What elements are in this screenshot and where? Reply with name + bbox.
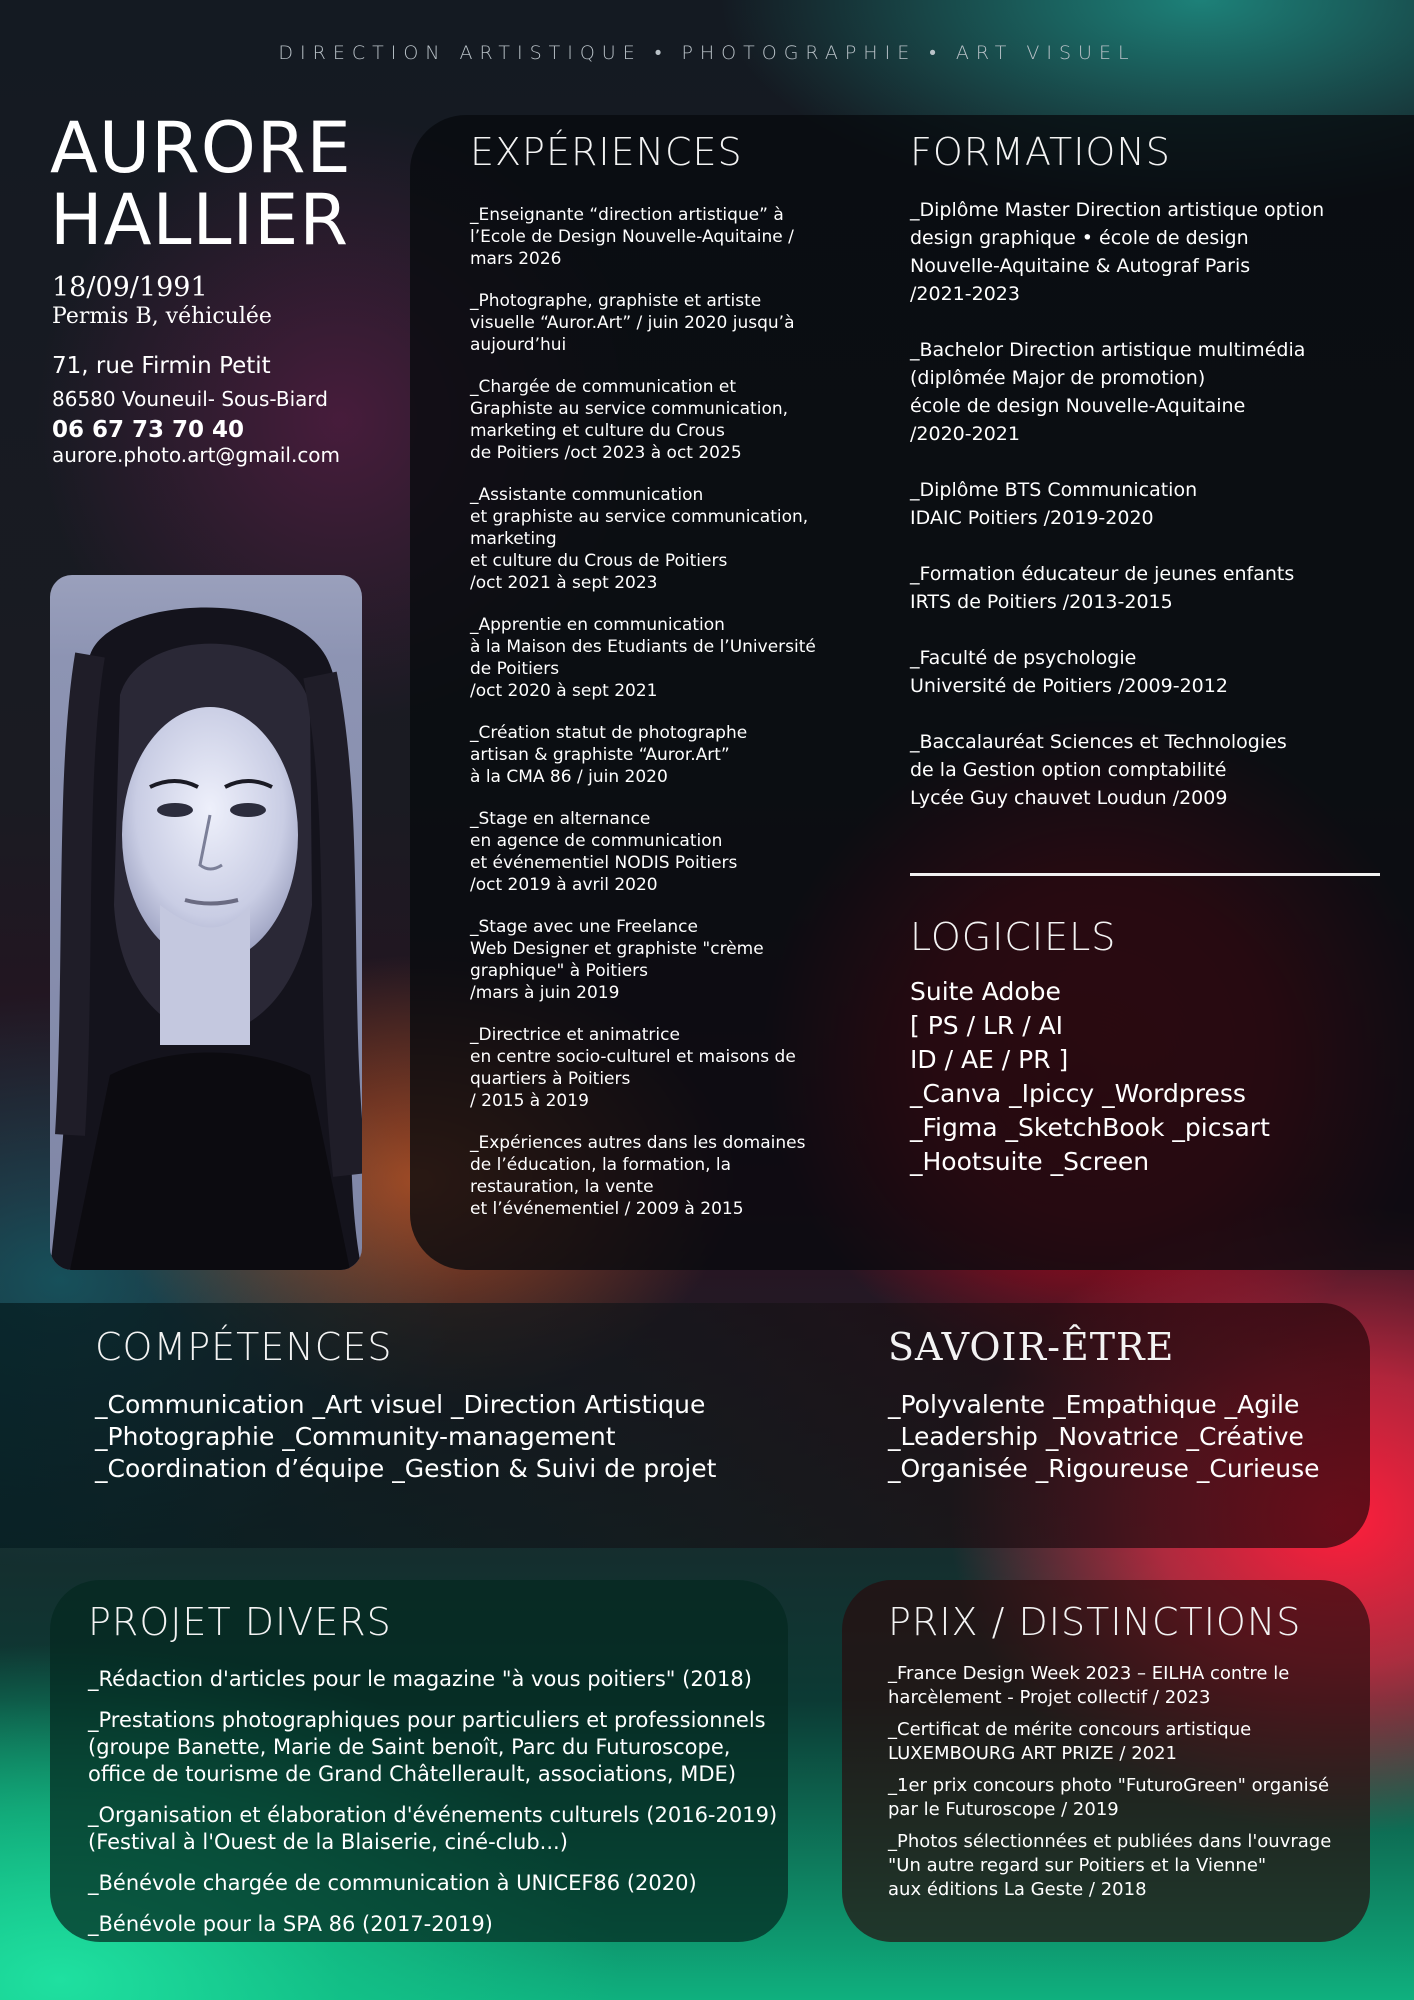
address-line-2: 86580 Vouneuil- Sous-Biard (52, 387, 328, 411)
prix-item: _France Design Week 2023 – EILHA contre le harcèlement - Projet collectif / 2023 (888, 1663, 1290, 1708)
phone-number: 06 67 73 70 40 (52, 417, 245, 443)
competences-line: _Photographie _Community-management (95, 1422, 616, 1451)
formation-item: _Bachelor Direction artistique multimédia (diplômée Major de promotion) école de design Nouvelle-Aquitaine /2020-2021 (910, 339, 1306, 445)
candidate-name (50, 107, 390, 261)
portrait-photo (50, 575, 362, 1270)
tagline: DIRECTION ARTISTIQUE • PHOTOGRAPHIE • ART VISUEL (278, 42, 1136, 64)
formations-title: FORMATIONS (910, 130, 1171, 174)
experience-item: _Création statut de photographe artisan & graphiste “Auror.Art” à la CMA 86 / juin 2020 (470, 723, 748, 787)
competences-title: COMPÉTENCES (95, 1325, 393, 1369)
formations-section (910, 130, 1380, 840)
competences-line: _Coordination d’équipe _Gestion & Suivi de projet (95, 1454, 717, 1483)
experiences-title: EXPÉRIENCES (470, 130, 743, 174)
projets-section (88, 1600, 778, 1952)
logiciels-title: LOGICIELS (910, 915, 1117, 959)
prix-title: PRIX / DISTINCTIONS (888, 1600, 1302, 1644)
projet-item: _Prestations photographiques pour particuliers et professionnels (groupe Banette, Marie de Saint benoît, Parc du Futuroscope, office de tourisme de Grand Châtellerault, associations, MDE) (88, 1708, 766, 1786)
savoir-etre-section (888, 1325, 1358, 1485)
contact-block (52, 272, 382, 467)
portrait-illustration (50, 575, 362, 1270)
competences-section (95, 1325, 775, 1485)
last-name: HALLIER (50, 179, 350, 261)
savoir-etre-title: SAVOIR-ÊTRE (888, 1325, 1175, 1369)
birthdate: 18/09/1991 (52, 272, 208, 303)
experience-item: _Stage avec une Freelance Web Designer et graphiste "crème graphique" à Poitiers /mars à juin 2019 (470, 917, 764, 1003)
logiciels-line: _Hootsuite _Screen (910, 1147, 1150, 1176)
prix-item: _Photos sélectionnées et publiées dans l'ouvrage "Un autre regard sur Poitiers et la Vienne" aux éditions La Geste / 2018 (888, 1831, 1332, 1900)
experience-item: _Chargée de communication et Graphiste au service communication, marketing et culture du Crous de Poitiers /oct 2023 à oct 2025 (470, 377, 789, 463)
prix-section (888, 1600, 1358, 1910)
savoir-etre-line: _Polyvalente _Empathique _Agile (888, 1390, 1300, 1419)
section-divider (910, 873, 1380, 876)
email-address: aurore.photo.art@gmail.com (52, 443, 341, 467)
logiciels-line: [ PS / LR / AI (910, 1011, 1064, 1040)
projet-item: _Organisation et élaboration d'événements culturels (2016-2019) (Festival à l'Ouest de la Blaiserie, ciné-club...) (88, 1803, 778, 1854)
logiciels-line: ID / AE / PR ] (910, 1045, 1069, 1074)
experience-item: _Enseignante “direction artistique” à l’Ecole de Design Nouvelle-Aquitaine / mars 2026 (470, 205, 794, 269)
formation-item: _Formation éducateur de jeunes enfants IRTS de Poitiers /2013-2015 (910, 563, 1295, 613)
first-name: AURORE (50, 107, 352, 189)
prix-item: _1er prix concours photo "FuturoGreen" organisé par le Futuroscope / 2019 (888, 1775, 1330, 1820)
projet-item: _Rédaction d'articles pour le magazine "à vous poitiers" (2018) (88, 1667, 752, 1691)
experience-item: _Expériences autres dans les domaines de l’éducation, la formation, la restauration, la vente et l’événementiel / 2009 à 2015 (470, 1133, 806, 1219)
logiciels-line: Suite Adobe (910, 977, 1061, 1006)
competences-line: _Communication _Art visuel _Direction Artistique (95, 1390, 706, 1419)
experience-item: _Directrice et animatrice en centre socio-culturel et maisons de quartiers à Poitiers / 2015 à 2019 (470, 1025, 796, 1111)
savoir-etre-line: _Leadership _Novatrice _Créative (888, 1422, 1304, 1451)
experiences-section (470, 130, 850, 1240)
experience-item: _Photographe, graphiste et artiste visuelle “Auror.Art” / juin 2020 jusqu’à aujourd’hui (470, 291, 795, 355)
projets-title: PROJET DIVERS (88, 1600, 392, 1644)
prix-item: _Certificat de mérite concours artistique LUXEMBOURG ART PRIZE / 2021 (888, 1719, 1252, 1764)
projet-item: _Bénévole pour la SPA 86 (2017-2019) (88, 1912, 493, 1936)
driving-license: Permis B, véhiculée (52, 304, 272, 329)
address-line-1: 71, rue Firmin Petit (52, 353, 271, 379)
logiciels-line: _Canva _Ipiccy _Wordpress (910, 1079, 1246, 1108)
savoir-etre-line: _Organisée _Rigoureuse _Curieuse (888, 1454, 1320, 1483)
experience-item: _Stage en alternance en agence de communication et événementiel NODIS Poitiers /oct 2019 à avril 2020 (470, 809, 738, 895)
formation-item: _Baccalauréat Sciences et Technologies de la Gestion option comptabilité Lycée Guy chauvet Loudun /2009 (910, 731, 1287, 809)
formation-item: _Diplôme Master Direction artistique option design graphique • école de design Nouvelle-Aquitaine & Autograf Paris /2021-2023 (910, 199, 1325, 305)
logiciels-line: _Figma _SketchBook _picsart (910, 1113, 1270, 1142)
formation-item: _Faculté de psychologie Université de Poitiers /2009-2012 (910, 647, 1228, 697)
logiciels-section (910, 915, 1380, 1179)
formation-item: _Diplôme BTS Communication IDAIC Poitiers /2019-2020 (910, 479, 1198, 529)
experience-item: _Apprentie en communication à la Maison des Etudiants de l’Université de Poitiers /oct 2020 à sept 2021 (470, 615, 816, 701)
projet-item: _Bénévole chargée de communication à UNICEF86 (2020) (88, 1871, 697, 1895)
experience-item: _Assistante communication et graphiste au service communication, marketing et culture du Crous de Poitiers /oct 2021 à sept 2023 (470, 485, 809, 593)
